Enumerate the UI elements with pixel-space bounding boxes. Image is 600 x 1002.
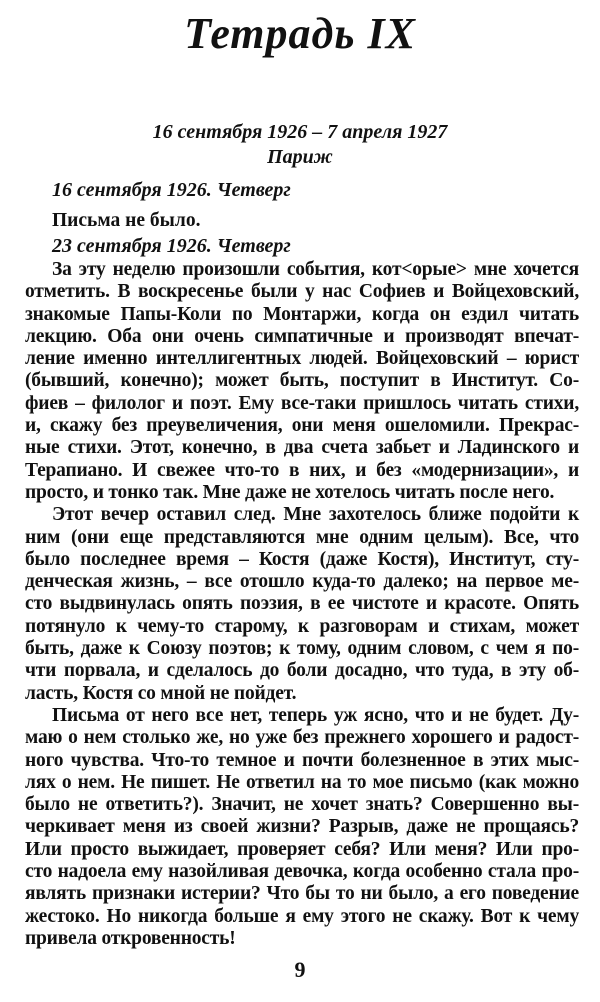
paragraph [25,504,579,705]
text-line: Или просто выжидает, проверяет себя? Или меня? Или про- [25,838,579,860]
text-line: быть, даже к Союзу поэтов; к тому, одним словом, с чем я по- [25,638,579,660]
text-line: было последнее время – Костя (даже Костя), Институт, сту- [25,548,579,570]
text-line: Терапиано. И свежее что-то в них, и без «модернизации», и [25,459,579,481]
text-line: лях о нем. Не пишет. Не ответил на то мое письмо (как можно [25,771,579,793]
text-line: отметить. В воскресенье были у нас Софиев и Войцеховский, [25,281,579,303]
text-line: чти порвала, и сделалось до боли досадно, что туда, в эту об- [25,660,579,682]
text-line: сто выдвинулась опять поэзия, в ее чистоте и красоте. Опять [25,593,579,615]
paragraph [25,705,579,950]
text-line: ласть, Костя со мной не пойдет. [25,682,297,704]
place-heading: Париж [267,146,333,168]
text-line: маю о нем столько же, но уже без прежнего хорошего и радост- [25,727,579,749]
text-line: Этот вечер оставил след. Мне захотелось ближе подойти к [52,504,579,526]
text-line: было не ответить?). Значит, не хочет знать? Совершенно вы- [25,794,579,816]
text-line: знакомые Папы-Коли по Монтаржи, когда он ездил читать [25,303,579,325]
text-line: ные стихи. Этот, конечно, в два счета забьет и Ладинского и [25,437,579,459]
text-line: фиев – филолог и поэт. Ему все-таки пришлось читать стихи, [25,392,579,414]
text-line: ного чувства. Что-то темное и почти болезненное в этих мыс- [25,749,579,771]
period-heading: 16 сентября 1926 – 7 апреля 1927 [152,121,448,143]
text-line: ним (они еще представляются мне одним целым). Все, что [25,526,579,548]
paragraph [25,259,579,504]
notebook-title: Тетрадь IX [184,9,416,58]
entry-date: 23 сентября 1926. Четверг [52,235,291,257]
text-line: являть признаки истерии? Что бы то ни было, а его поведение [25,883,579,905]
text-line: ление именно интеллигентных людей. Войцеховский – юрист [25,348,579,370]
text-line: и, скажу без преувеличения, они меня ошеломили. Прекрас- [25,415,579,437]
text-line: (бывший, конечно); может быть, поступит в Институт. Со- [25,370,579,392]
text-line: черкивает меня из своей жизни? Разрыв, даже не прощаясь? [25,816,579,838]
entry-date: 16 сентября 1926. Четверг [52,179,291,201]
entry-text: Письма не было. [52,210,201,231]
page-number: 9 [294,957,306,982]
text-line: сто надоела ему назойливая девочка, когда особенно стала про- [25,861,579,883]
text-line: привела откровенность! [25,927,236,949]
text-line: За эту неделю произошли события, кот<орые> мне хочется [52,259,579,280]
text-line: просто, и тонко так. Мне даже не хотелось читать после него. [25,481,555,503]
text-line: жестоко. Но никогда больше я ему этого не скажу. Вот к чему [25,905,579,927]
text-line: денческая жизнь, – все отошло куда-то далеко; на первое ме- [25,571,579,593]
text-line: лекцию. Оба они очень симпатичные и производят впечат- [25,325,579,347]
text-line: потянуло к чему-то старому, к разговорам и стихам, может [25,615,579,637]
entry-body [25,259,579,950]
text-line: Письма от него все нет, теперь уж ясно, что и не будет. Ду- [52,704,579,726]
